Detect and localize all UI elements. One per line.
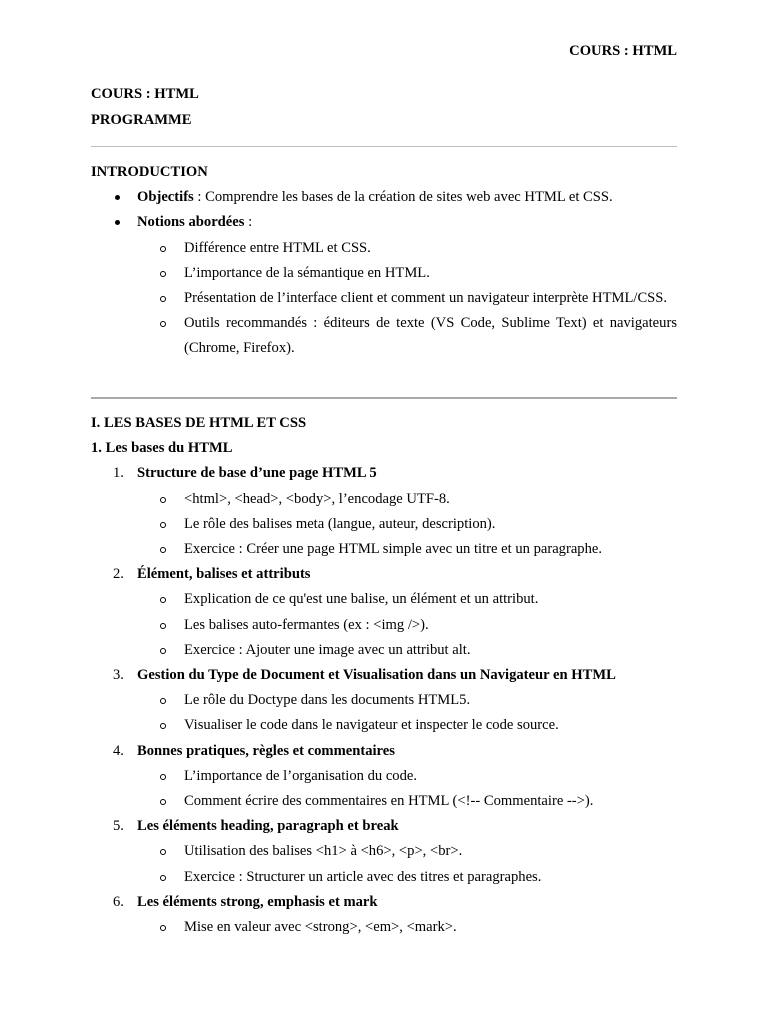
circle-bullet-icon [160, 246, 166, 252]
bullet-icon [115, 220, 120, 225]
bullet-item [91, 210, 677, 235]
item-number: 1. [113, 465, 124, 482]
item-title: Les éléments heading, paragraph et break [137, 818, 399, 835]
circle-bullet-icon [160, 623, 166, 629]
subsection-heading: 1. Les bases du HTML [91, 440, 233, 457]
divider [91, 397, 677, 399]
document-title: COURS : HTML [91, 86, 199, 102]
sub-bullet-text: Visualiser le code dans le navigateur et inspecter le code source. [184, 717, 559, 734]
circle-bullet-icon [160, 925, 166, 931]
sub-bullet-item [91, 311, 677, 361]
item-number: 2. [113, 566, 124, 583]
item-number: 6. [113, 893, 124, 910]
circle-bullet-icon [160, 497, 166, 503]
sub-bullet-text: Le rôle du Doctype dans les documents HTML5. [184, 692, 471, 709]
sub-bullet-text: Outils recommandés : éditeurs de texte (VS Code, Sublime Text) et navigateurs (Chrome, Firefox). [184, 315, 677, 357]
circle-bullet-icon [160, 547, 166, 553]
item-number: 3. [113, 667, 124, 684]
sub-bullet-text: Les balises auto-fermantes (ex : <img />). [184, 616, 429, 633]
section-heading: I. LES BASES DE HTML ET CSS [91, 415, 307, 431]
circle-bullet-icon [160, 849, 166, 855]
sub-bullet-item [91, 261, 677, 286]
item-title: Élément, balises et attributs [137, 566, 311, 583]
circle-bullet-icon [160, 597, 166, 603]
sub-bullet-text: Exercice : Créer une page HTML simple avec un titre et un paragraphe. [184, 541, 603, 558]
numbered-item [91, 739, 677, 815]
circle-bullet-icon [160, 271, 166, 277]
sub-bullet-text: Le rôle des balises meta (langue, auteur, description). [184, 515, 496, 532]
bullet-label: Objectifs [137, 189, 194, 206]
item-number: 4. [113, 742, 124, 759]
sub-bullet-text: Exercice : Structurer un article avec des titres et paragraphes. [184, 868, 542, 885]
sub-bullet-text: L’importance de l’organisation du code. [184, 767, 418, 784]
bullet-icon [115, 195, 120, 200]
numbered-item [91, 461, 677, 562]
divider [91, 146, 677, 147]
item-number: 5. [113, 818, 124, 835]
bullet-text: : [244, 214, 253, 231]
circle-bullet-icon [160, 799, 166, 805]
bullet-label: Notions abordées [137, 214, 245, 231]
item-title: Bonnes pratiques, règles et commentaires [137, 742, 395, 759]
numbered-item [91, 562, 677, 663]
document-subtitle: PROGRAMME [91, 112, 192, 128]
bullet-text: : Comprendre les bases de la création de sites web avec HTML et CSS. [193, 189, 613, 206]
circle-bullet-icon [160, 875, 166, 881]
numbered-item [91, 814, 677, 890]
sub-bullet-text: Mise en valeur avec <strong>, <em>, <mark>. [184, 919, 457, 936]
sub-bullet-item [91, 286, 677, 311]
sub-bullet-text: Explication de ce qu'est une balise, un élément et un attribut. [184, 591, 539, 608]
circle-bullet-icon [160, 296, 166, 302]
numbered-item [91, 890, 677, 940]
item-title: Gestion du Type de Document et Visualisation dans un Navigateur en HTML [137, 667, 616, 684]
sub-bullet-text: Comment écrire des commentaires en HTML (<!-- Commentaire -->). [184, 793, 594, 810]
sub-bullet-item [91, 236, 677, 261]
sub-bullet-text: Différence entre HTML et CSS. [184, 239, 371, 256]
bullet-item [91, 185, 677, 210]
part1-section [91, 411, 677, 940]
sub-bullet-text: Présentation de l’interface client et comment un navigateur interprète HTML/CSS. [184, 290, 668, 307]
numbered-item [91, 663, 677, 739]
running-header: COURS : HTML [569, 43, 677, 59]
circle-bullet-icon [160, 648, 166, 654]
circle-bullet-icon [160, 698, 166, 704]
introduction-section [91, 160, 677, 362]
sub-bullet-text: <html>, <head>, <body>, l’encodage UTF-8. [184, 490, 450, 507]
sub-bullet-text: Exercice : Ajouter une image avec un attribut alt. [184, 641, 471, 658]
sub-bullet-text: Utilisation des balises <h1> à <h6>, <p>, <br>. [184, 843, 463, 860]
circle-bullet-icon [160, 774, 166, 780]
circle-bullet-icon [160, 522, 166, 528]
circle-bullet-icon [160, 723, 166, 729]
section-heading: INTRODUCTION [91, 164, 208, 180]
sub-bullet-text: L’importance de la sémantique en HTML. [184, 264, 430, 281]
item-title: Les éléments strong, emphasis et mark [137, 893, 378, 910]
circle-bullet-icon [160, 321, 166, 327]
item-title: Structure de base d’une page HTML 5 [137, 465, 377, 482]
